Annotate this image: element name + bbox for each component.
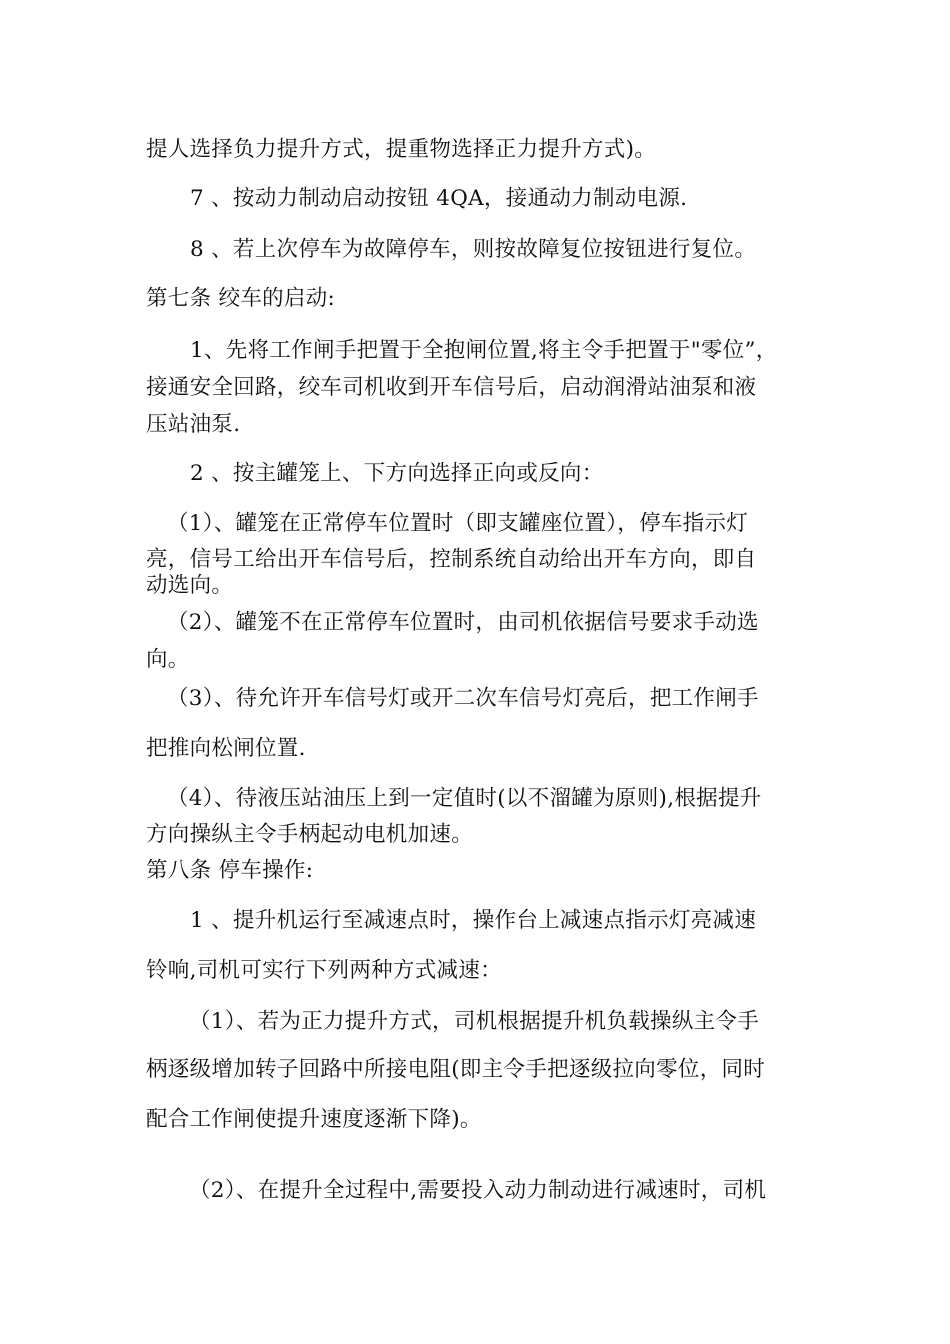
text-line: （3）、待允许开车信号灯或开二次车信号灯亮后，把工作闸手 xyxy=(167,686,759,711)
text-line: 把推向松闸位置. xyxy=(146,736,306,761)
text-line: 提人选择负力提升方式，提重物选择正力提升方式)。 xyxy=(146,137,657,162)
text-line: 柄逐级增加转子回路中所接电阻(即主令手把逐级拉向零位，同时 xyxy=(146,1057,766,1082)
text-line: 向。 xyxy=(146,647,190,672)
text-line: （1）、罐笼在正常停车位置时（即支罐座位置），停车指示灯 xyxy=(167,511,749,536)
text-line: （2）、罐笼不在正常停车位置时，由司机依据信号要求手动选 xyxy=(167,610,759,635)
text-line: 亮，信号工给出开车信号后，控制系统自动给出开车方向，即自 xyxy=(146,547,757,572)
text-line: 8 、若上次停车为故障停车，则按故障复位按钮进行复位。 xyxy=(190,237,757,262)
text-line: 方向操纵主令手柄起动电机加速。 xyxy=(146,822,474,847)
text-line: 7 、按动力制动启动按钮 4QA，接通动力制动电源. xyxy=(190,186,688,211)
text-line: 1、先将工作闸手把置于全抱闸位置,将主令手把置于"零位”， xyxy=(190,338,778,363)
text-line: （4）、待液压站油压上到一定值时(以不溜罐为原则),根据提升 xyxy=(167,786,762,811)
text-line: 1 、提升机运行至减速点时，操作台上减速点指示灯亮减速 xyxy=(190,908,757,933)
text-line: 2 、按主罐笼上、下方向选择正向或反向： xyxy=(190,461,604,486)
section-heading: 第七条 绞车的启动: xyxy=(146,286,336,311)
text-line: （2）、在提升全过程中,需要投入动力制动进行减速时，司机 xyxy=(189,1178,767,1203)
text-line: 接通安全回路，绞车司机收到开车信号后，启动润滑站油泵和液 xyxy=(146,375,757,400)
section-heading: 第八条 停车操作: xyxy=(146,858,314,883)
text-line: 动选向。 xyxy=(146,573,234,598)
text-line: 铃响,司机可实行下列两种方式减速： xyxy=(146,958,502,983)
text-line: 配合工作闸使提升速度逐渐下降)。 xyxy=(146,1107,482,1132)
text-line: （1）、若为正力提升方式，司机根据提升机负载操纵主令手 xyxy=(189,1009,760,1034)
text-line: 压站油泵. xyxy=(146,412,241,437)
